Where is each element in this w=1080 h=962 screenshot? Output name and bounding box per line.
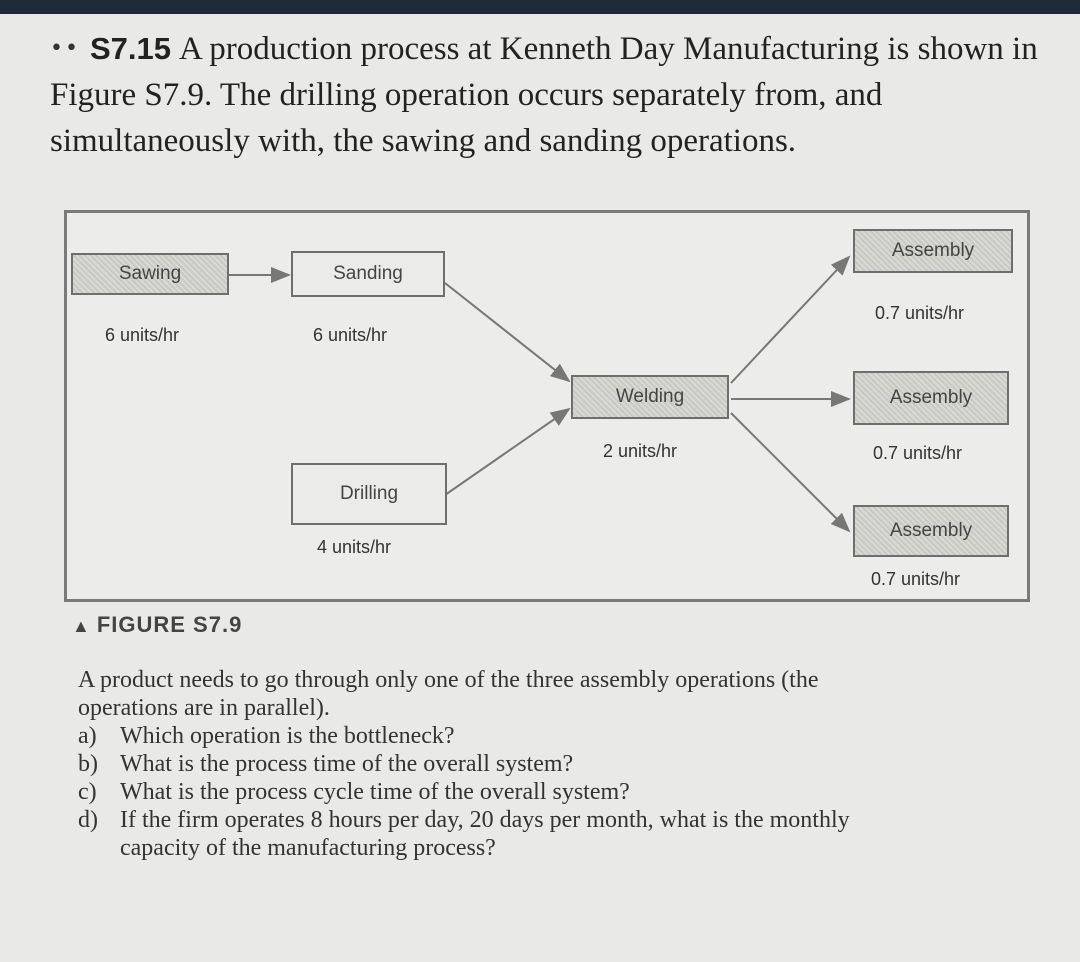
figure-caption xyxy=(72,612,242,638)
question-list xyxy=(78,722,878,862)
sanding-box xyxy=(291,251,445,297)
question-letter: a) xyxy=(78,723,97,749)
arrow-welding-assembly-1 xyxy=(731,257,849,383)
question-text: If the firm operates 8 hours per day, 20 days per month, what is the monthly capacity of the manufacturing process? xyxy=(120,807,850,861)
assembly-rate-2: 0.7 units/hr xyxy=(873,443,963,463)
sanding-label: Sanding xyxy=(333,263,403,284)
question-letter: d) xyxy=(78,807,98,833)
drilling-label: Drilling xyxy=(339,483,399,504)
assembly-box-1 xyxy=(853,229,1013,273)
question-item xyxy=(78,806,878,862)
assembly-label-1: Assembly xyxy=(891,240,975,261)
problem-text: A production process at Kenneth Day Manufacturing is shown in Figure S7.9. The drilling operation occurs separately from, and simultaneously with, the sawing and sanding operations. xyxy=(50,31,1038,159)
sanding-rate: 6 units/hr xyxy=(313,325,388,345)
caption-triangle-icon: ▲ xyxy=(72,616,91,636)
question-block xyxy=(78,666,878,862)
question-item xyxy=(78,750,878,778)
assembly-rate-1: 0.7 units/hr xyxy=(875,303,965,323)
problem-statement xyxy=(50,26,1040,164)
sawing-box xyxy=(71,253,229,295)
question-text: What is the process time of the overall system? xyxy=(120,751,574,777)
assembly-box-3 xyxy=(853,505,1009,557)
arrow-drilling-welding xyxy=(445,409,569,495)
difficulty-marker: •• xyxy=(50,36,80,61)
assembly-box-2 xyxy=(853,371,1009,425)
question-letter: b) xyxy=(78,751,98,777)
assembly-label-2: Assembly xyxy=(889,387,973,408)
assembly-label-3: Assembly xyxy=(889,520,973,541)
sawing-rate: 6 units/hr xyxy=(105,325,180,345)
welding-box xyxy=(571,375,729,419)
top-bar xyxy=(0,0,1080,14)
welding-label: Welding xyxy=(615,386,685,407)
sawing-label: Sawing xyxy=(118,263,182,284)
assembly-rate-3: 0.7 units/hr xyxy=(871,569,961,589)
welding-rate: 2 units/hr xyxy=(603,441,678,461)
intro-text: A product needs to go through only one of the three assembly operations (the operations are in parallel). xyxy=(78,667,819,721)
drilling-box xyxy=(291,463,447,525)
arrow-welding-assembly-3 xyxy=(731,413,849,531)
caption-text: FIGURE S7.9 xyxy=(96,612,243,637)
problem-number: S7.15 xyxy=(89,31,171,66)
question-text: What is the process cycle time of the overall system? xyxy=(120,779,630,805)
question-item xyxy=(78,778,878,806)
question-item xyxy=(78,722,878,750)
question-text: Which operation is the bottleneck? xyxy=(120,723,455,749)
arrow-sanding-welding xyxy=(445,283,569,381)
question-letter: c) xyxy=(78,779,97,805)
process-figure xyxy=(64,210,1030,602)
drilling-rate: 4 units/hr xyxy=(317,537,392,557)
